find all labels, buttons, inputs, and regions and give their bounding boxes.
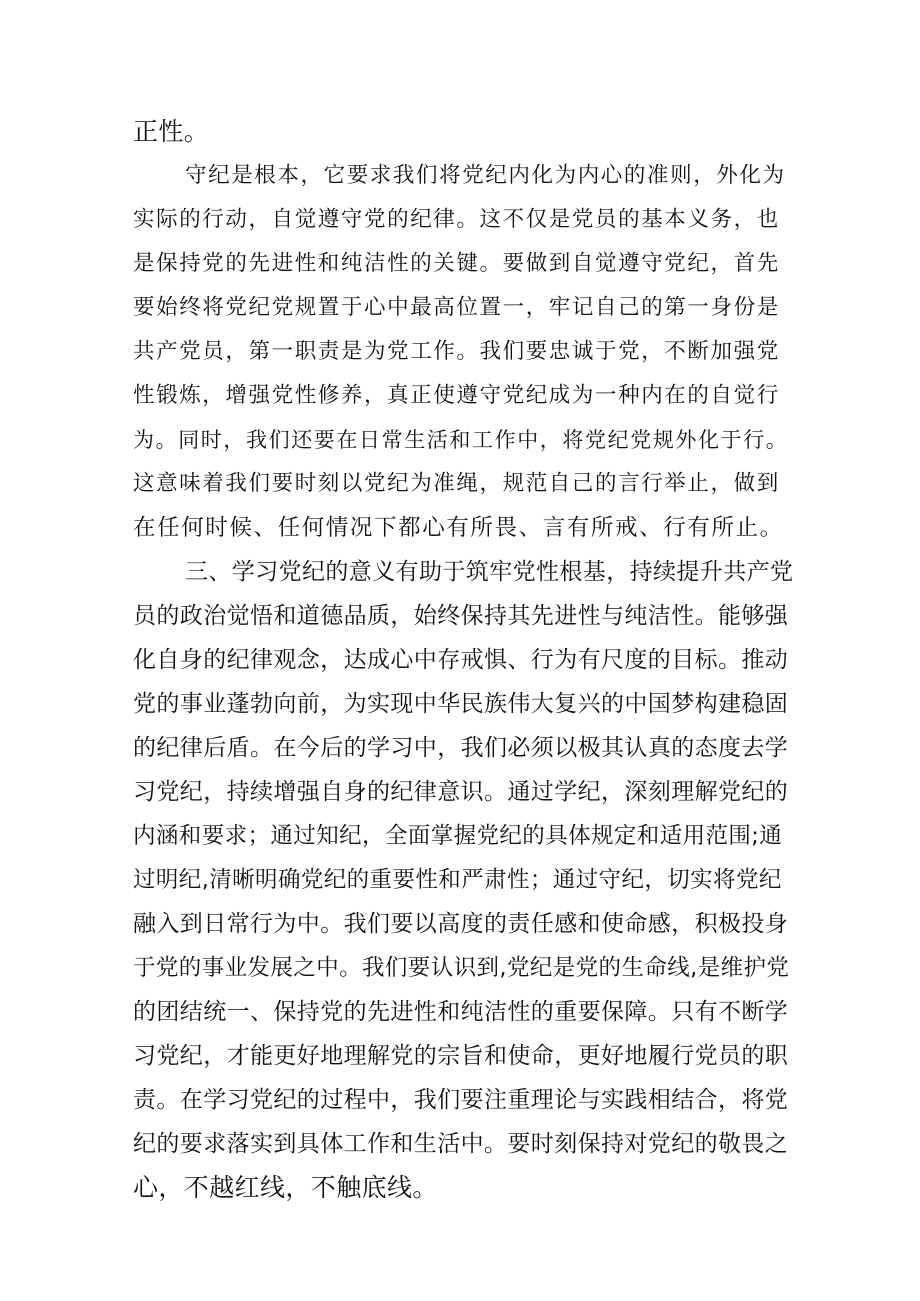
paragraph-2-line-4: 要始终将党纪党规置于心中最高位置一，牢记自己的第一身份是	[133, 295, 780, 320]
paragraph-3-line-1: 三、学习党纪的意义有助于筑牢党性根基，持续提升共产党	[185, 559, 794, 585]
paragraph-2-line-3: 是保持党的先进性和纯洁性的关键。要做到自觉遵守党纪，首先	[133, 251, 780, 276]
paragraph-3-line-12: 习党纪，才能更好地理解党的宗旨和使命，更好地履行党员的职	[133, 1043, 789, 1069]
paragraph-3-line-14: 纪的要求落实到具体工作和生活中。要时刻保持对党纪的敬畏之	[133, 1131, 789, 1157]
paragraph-2-line-7: 为。同时，我们还要在日常生活和工作中，将党纪党规外化于行。	[133, 428, 789, 452]
paragraph-3-line-13: 责。在学习党纪的过程中，我们要注重理论与实践相结合，将党	[133, 1087, 789, 1113]
paragraph-3-line-5: 的纪律后盾。在今后的学习中，我们必须以极其认真的态度去学	[133, 735, 789, 761]
paragraph-3-line-9: 融入到日常行为中。我们要以高度的责任感和使命感，积极投身	[133, 911, 789, 937]
paragraph-3-line-7: 内涵和要求；通过知纪，全面掌握党纪的具体规定和适用范围;通	[133, 823, 783, 849]
paragraph-3-line-4: 党的事业蓬勃向前，为实现中华民族伟大复兴的中国梦构建稳固	[133, 691, 789, 717]
paragraph-3-line-10: 于党的事业发展之中。我们要认识到,党纪是党的生命线,是维护党	[133, 955, 790, 981]
paragraph-2-line-1: 守纪是根本，它要求我们将党纪内化为内心的准则，外化为	[185, 163, 786, 188]
paragraph-2-line-8: 这意味着我们要时刻以党纪为准绳，规范自己的言行举止，做到	[133, 471, 780, 496]
paragraph-3-line-3: 化自身的纪律观念，达成心中存戒惧、行为有尺度的目标。推动	[133, 647, 789, 673]
paragraph-3-line-15: 心，不越红线，不触底线。	[133, 1173, 438, 1202]
paragraph-1-line-1: 正性。	[133, 117, 210, 146]
paragraph-2-line-5: 共产党员，第一职责是为党工作。我们要忠诚于党，不断加强党	[133, 339, 780, 364]
paragraph-2-line-2: 实际的行动，自觉遵守党的纪律。这不仅是党员的基本义务，也	[133, 207, 780, 232]
paragraph-3-line-2: 员的政治觉悟和道德品质，始终保持其先进性与纯洁性。能够强	[133, 603, 789, 629]
paragraph-2-line-9: 在任何时候、任何情况下都心有所畏、言有所戒、行有所止。	[133, 515, 784, 541]
paragraph-3-line-6: 习党纪，持续增强自身的纪律意识。通过学纪，深刻理解党纪的	[133, 779, 789, 805]
paragraph-3-line-11: 的团结统一、保持党的先进性和纯洁性的重要保障。只有不断学	[133, 999, 789, 1025]
paragraph-3-line-8: 过明纪,清晰明确党纪的重要性和严肃性；通过守纪，切实将党纪	[133, 867, 782, 893]
paragraph-2-line-6: 性锻炼，增强党性修养，真正使遵守党纪成为一种内在的自觉行	[133, 383, 780, 408]
